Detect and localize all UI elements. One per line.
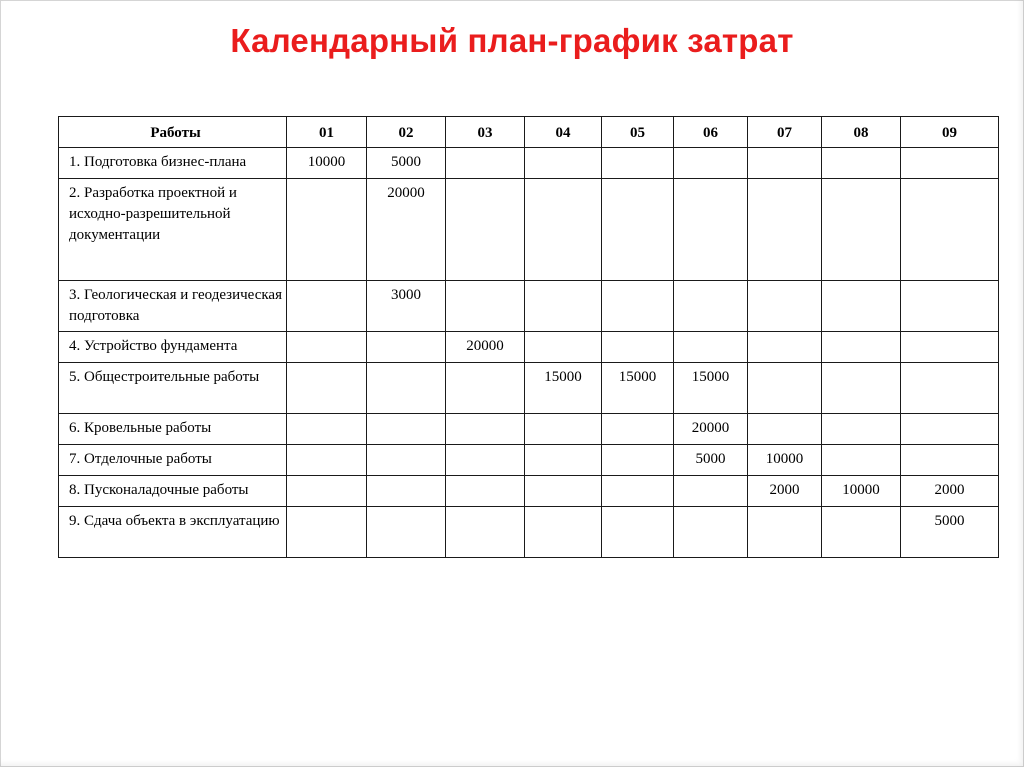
work-name-cell: 2. Разработка проектной и исходно-разрешительной документации <box>59 179 287 281</box>
cost-value-cell <box>525 414 602 445</box>
cost-value-cell <box>287 281 367 332</box>
cost-value-cell <box>525 476 602 507</box>
cost-value-cell <box>822 148 901 179</box>
cost-value-cell <box>748 281 822 332</box>
cost-value-cell <box>525 332 602 363</box>
cost-value-cell <box>674 281 748 332</box>
header-month: 06 <box>674 117 748 148</box>
cost-value-cell <box>446 507 525 558</box>
cost-value-cell <box>901 363 999 414</box>
table-row <box>59 281 999 332</box>
cost-value-cell <box>822 507 901 558</box>
work-name-cell: 4. Устройство фундамента <box>59 332 287 363</box>
cost-value-cell <box>525 507 602 558</box>
cost-value-cell <box>748 507 822 558</box>
cost-value-cell <box>674 507 748 558</box>
work-name-cell: 1. Подготовка бизнес-плана <box>59 148 287 179</box>
cost-value-cell: 10000 <box>822 476 901 507</box>
header-month: 03 <box>446 117 525 148</box>
header-work: Работы <box>59 117 287 148</box>
cost-value-cell <box>602 476 674 507</box>
cost-value-cell <box>446 363 525 414</box>
table-row <box>59 363 999 414</box>
cost-value-cell <box>822 179 901 281</box>
cost-value-cell <box>287 476 367 507</box>
cost-value-cell: 10000 <box>748 445 822 476</box>
cost-value-cell: 5000 <box>367 148 446 179</box>
cost-value-cell: 2000 <box>748 476 822 507</box>
cost-value-cell <box>602 332 674 363</box>
work-name-cell: 9. Сдача объекта в эксплуатацию <box>59 507 287 558</box>
cost-value-cell <box>748 414 822 445</box>
header-month: 09 <box>901 117 999 148</box>
cost-schedule-table <box>58 116 999 558</box>
cost-value-cell: 20000 <box>674 414 748 445</box>
cost-value-cell <box>748 148 822 179</box>
cost-value-cell <box>602 507 674 558</box>
cost-value-cell <box>822 363 901 414</box>
cost-value-cell: 15000 <box>525 363 602 414</box>
cost-value-cell <box>367 363 446 414</box>
cost-value-cell <box>287 363 367 414</box>
cost-value-cell <box>367 445 446 476</box>
table-row <box>59 476 999 507</box>
cost-value-cell <box>287 179 367 281</box>
header-month: 01 <box>287 117 367 148</box>
cost-value-cell <box>822 445 901 476</box>
cost-value-cell <box>674 332 748 363</box>
work-name-cell: 7. Отделочные работы <box>59 445 287 476</box>
cost-value-cell <box>674 148 748 179</box>
work-name-cell: 8. Пусконаладочные работы <box>59 476 287 507</box>
cost-value-cell <box>748 332 822 363</box>
cost-value-cell <box>525 179 602 281</box>
cost-value-cell <box>602 148 674 179</box>
cost-value-cell <box>901 414 999 445</box>
cost-value-cell: 15000 <box>602 363 674 414</box>
cost-value-cell <box>602 281 674 332</box>
cost-value-cell <box>901 179 999 281</box>
work-name-cell: 5. Общестроительные работы <box>59 363 287 414</box>
cost-value-cell <box>602 414 674 445</box>
cost-value-cell <box>446 148 525 179</box>
cost-value-cell <box>367 332 446 363</box>
cost-value-cell <box>287 332 367 363</box>
table-row <box>59 445 999 476</box>
cost-value-cell <box>525 281 602 332</box>
header-month: 08 <box>822 117 901 148</box>
cost-value-cell <box>822 281 901 332</box>
cost-value-cell <box>525 148 602 179</box>
table-row <box>59 507 999 558</box>
cost-value-cell <box>901 445 999 476</box>
cost-value-cell: 2000 <box>901 476 999 507</box>
cost-value-cell <box>287 445 367 476</box>
cost-value-cell <box>367 507 446 558</box>
cost-value-cell: 5000 <box>674 445 748 476</box>
cost-value-cell <box>446 445 525 476</box>
header-month: 04 <box>525 117 602 148</box>
cost-value-cell <box>602 445 674 476</box>
cost-value-cell <box>674 179 748 281</box>
cost-value-cell <box>822 414 901 445</box>
table-row <box>59 414 999 445</box>
cost-value-cell <box>446 476 525 507</box>
cost-value-cell <box>287 507 367 558</box>
cost-value-cell <box>748 179 822 281</box>
cost-value-cell <box>602 179 674 281</box>
cost-value-cell <box>446 281 525 332</box>
cost-value-cell <box>367 414 446 445</box>
cost-value-cell <box>901 281 999 332</box>
cost-value-cell <box>367 476 446 507</box>
cost-value-cell: 15000 <box>674 363 748 414</box>
cost-value-cell <box>525 445 602 476</box>
cost-value-cell: 10000 <box>287 148 367 179</box>
cost-value-cell <box>748 363 822 414</box>
cost-value-cell: 20000 <box>367 179 446 281</box>
work-name-cell: 3. Геологическая и геодезическая подготовка <box>59 281 287 332</box>
cost-value-cell <box>822 332 901 363</box>
cost-value-cell <box>674 476 748 507</box>
table-row <box>59 179 999 281</box>
cost-value-cell: 5000 <box>901 507 999 558</box>
page-title: Календарный план-график затрат <box>230 22 794 59</box>
cost-value-cell: 20000 <box>446 332 525 363</box>
table-row <box>59 148 999 179</box>
header-month: 05 <box>602 117 674 148</box>
cost-value-cell <box>287 414 367 445</box>
header-month: 02 <box>367 117 446 148</box>
cost-value-cell: 3000 <box>367 281 446 332</box>
cost-value-cell <box>901 148 999 179</box>
work-name-cell: 6. Кровельные работы <box>59 414 287 445</box>
header-month: 07 <box>748 117 822 148</box>
table-row <box>59 332 999 363</box>
cost-value-cell <box>446 179 525 281</box>
cost-value-cell <box>901 332 999 363</box>
cost-value-cell <box>446 414 525 445</box>
table-header-row <box>59 117 999 148</box>
